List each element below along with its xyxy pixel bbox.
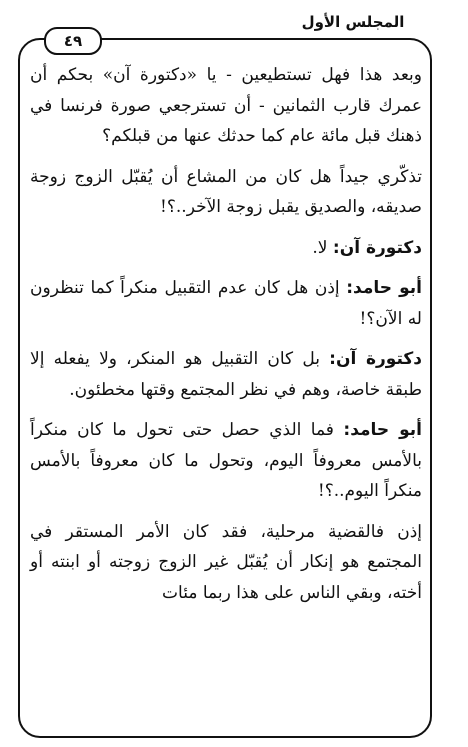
- paragraph-text: وبعد هذا فهل تستطيعين - يا «دكتورة آن» بحكم أن عمرك قارب الثمانين - أن تسترجعي صورة فرنسا في ذهنك قبل مائة عام كما حدثك عنها من قبلكم؟: [30, 65, 422, 146]
- paragraph-text: لا.: [312, 237, 328, 258]
- paragraph-text: إذن هل كان عدم التقبيل منكراً كما تنظرون له الآن؟!: [30, 278, 422, 329]
- paragraph: [30, 344, 422, 405]
- page-number: ٤٩: [44, 27, 102, 55]
- speaker-name: أبو حامد:: [343, 420, 422, 440]
- paragraph: [30, 273, 422, 334]
- paragraph-text: فما الذي حصل حتى تحول ما كان منكراً بالأمس معروفاً اليوم، وتحول ما كان معروفاً بالأمس منكراً اليوم..؟!: [30, 420, 422, 501]
- paragraph: [30, 517, 422, 609]
- running-title: المجلس الأول: [300, 8, 406, 36]
- speaker-name: دكتورة آن:: [329, 349, 423, 369]
- speaker-name: دكتورة آن:: [332, 237, 422, 258]
- paragraph-text: بل كان التقبيل هو المنكر، ولا يفعله إلا طبقة خاصة، وهم في نظر المجتمع وقتها مخطئون.: [30, 349, 422, 400]
- paragraph-text: إذن فالقضية مرحلية، فقد كان الأمر المستقر في المجتمع هو إنكار أن يُقبّل غير الزوج زوجته أو ابنته أو أخته، وبقي الناس على هذا ربما مئات: [30, 521, 422, 603]
- paragraph: [30, 60, 422, 152]
- speaker-name: أبو حامد:: [346, 278, 422, 298]
- body-text: [30, 60, 422, 618]
- paragraph-text: تذكّري جيداً هل كان من المشاع أن يُقبّل الزوج زوجة صديقه، والصديق يقبل زوجة الآخر..؟!: [30, 166, 422, 217]
- paragraph: [30, 415, 422, 507]
- paragraph: [30, 162, 422, 223]
- paragraph: [30, 233, 422, 264]
